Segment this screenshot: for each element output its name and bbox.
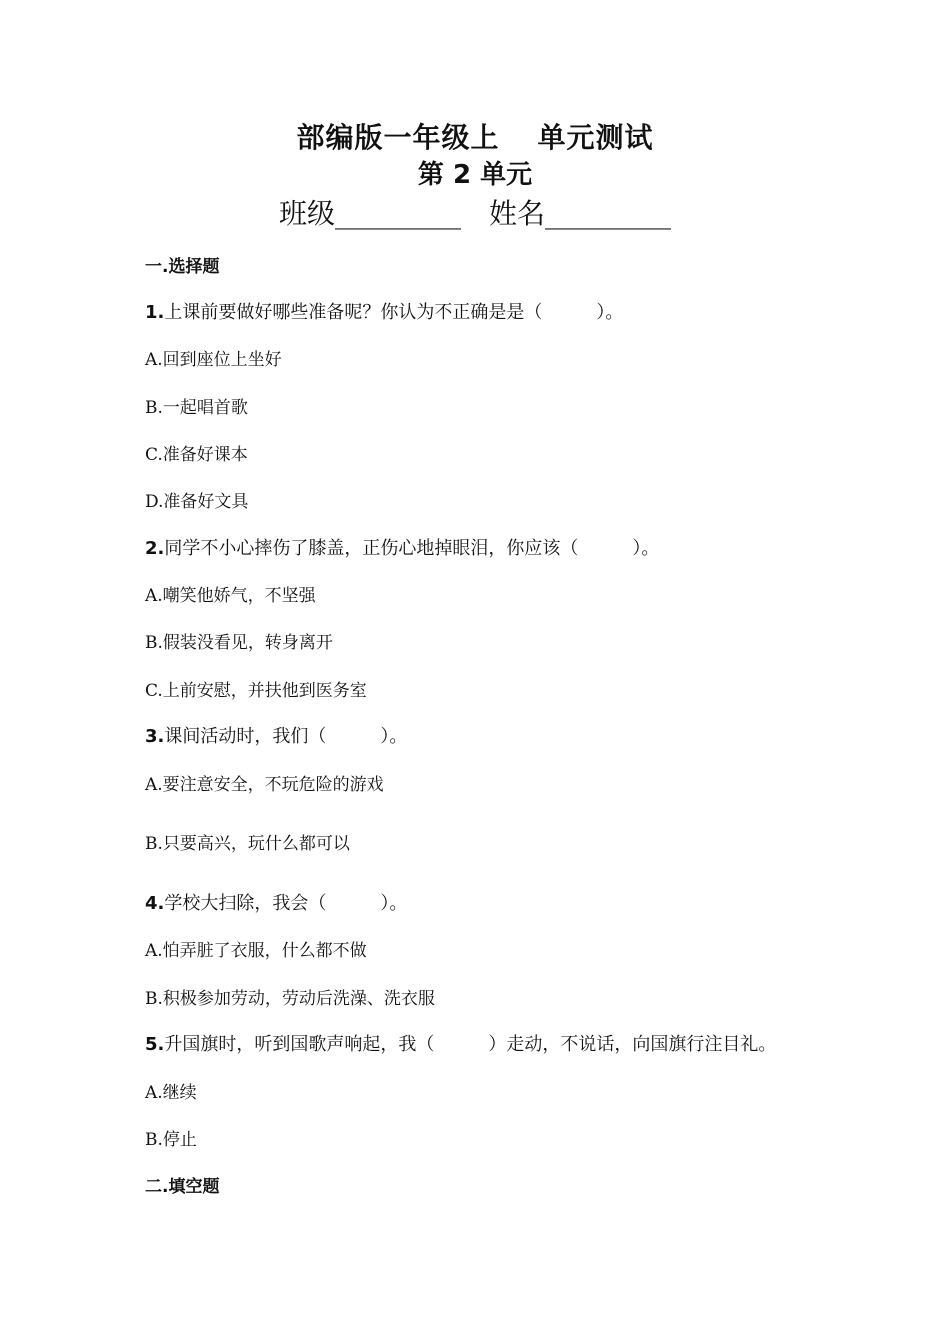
student-info-line (0, 192, 950, 232)
question-number: 3. (145, 726, 165, 747)
name-label: 姓名 (489, 197, 546, 230)
question-5 (145, 1030, 776, 1056)
option-4b: B.积极参加劳动，劳动后洗澡、洗衣服 (145, 989, 435, 1009)
option-1c: C.准备好课本 (145, 445, 248, 465)
option-3b: B.只要高兴，玩什么都可以 (145, 834, 350, 854)
unit-subtitle: 第 2 单元 (417, 160, 533, 190)
title-grade: 部编版一年级上 (296, 121, 500, 154)
question-2 (145, 534, 659, 560)
option-5b: B.停止 (145, 1130, 197, 1150)
name-blank: _________ (545, 197, 672, 230)
section-heading-fill: 二.填空题 (145, 1177, 220, 1197)
option-5a: A.继续 (145, 1083, 197, 1103)
question-number: 4. (145, 893, 165, 914)
question-text: 升国旗时，听到国歌声响起，我（ ）走动，不说话，向国旗行注目礼。 (164, 1034, 777, 1055)
question-4 (145, 889, 407, 915)
question-text: 学校大扫除，我会（ ）。 (164, 893, 408, 914)
question-3 (145, 722, 407, 748)
section-heading-choice: 一.选择题 (145, 257, 220, 277)
class-label: 班级 (278, 197, 335, 230)
question-number: 5. (145, 1034, 165, 1055)
option-2a: A.嘲笑他娇气，不坚强 (145, 586, 316, 606)
option-3a: A.要注意安全，不玩危险的游戏 (145, 775, 384, 795)
class-blank: _________ (335, 197, 461, 230)
option-1b: B.一起唱首歌 (145, 398, 248, 418)
option-2c: C.上前安慰，并扶他到医务室 (145, 681, 367, 701)
option-4a: A.怕弄脏了衣服，什么都不做 (145, 941, 367, 961)
option-1d: D.准备好文具 (145, 492, 249, 512)
option-2b: B.假装没看见，转身离开 (145, 633, 333, 653)
question-number: 2. (145, 538, 165, 559)
question-1 (145, 298, 623, 324)
question-text: 上课前要做好哪些准备呢？你认为不正确是是（ ）。 (164, 302, 624, 323)
question-text: 课间活动时，我们（ ）。 (164, 726, 408, 747)
question-number: 1. (145, 302, 165, 323)
page-title (0, 116, 950, 156)
title-test: 单元测试 (537, 121, 654, 154)
question-text: 同学不小心摔伤了膝盖，正伤心地掉眼泪，你应该（ ）。 (164, 538, 660, 559)
option-1a: A.回到座位上坐好 (145, 350, 282, 370)
